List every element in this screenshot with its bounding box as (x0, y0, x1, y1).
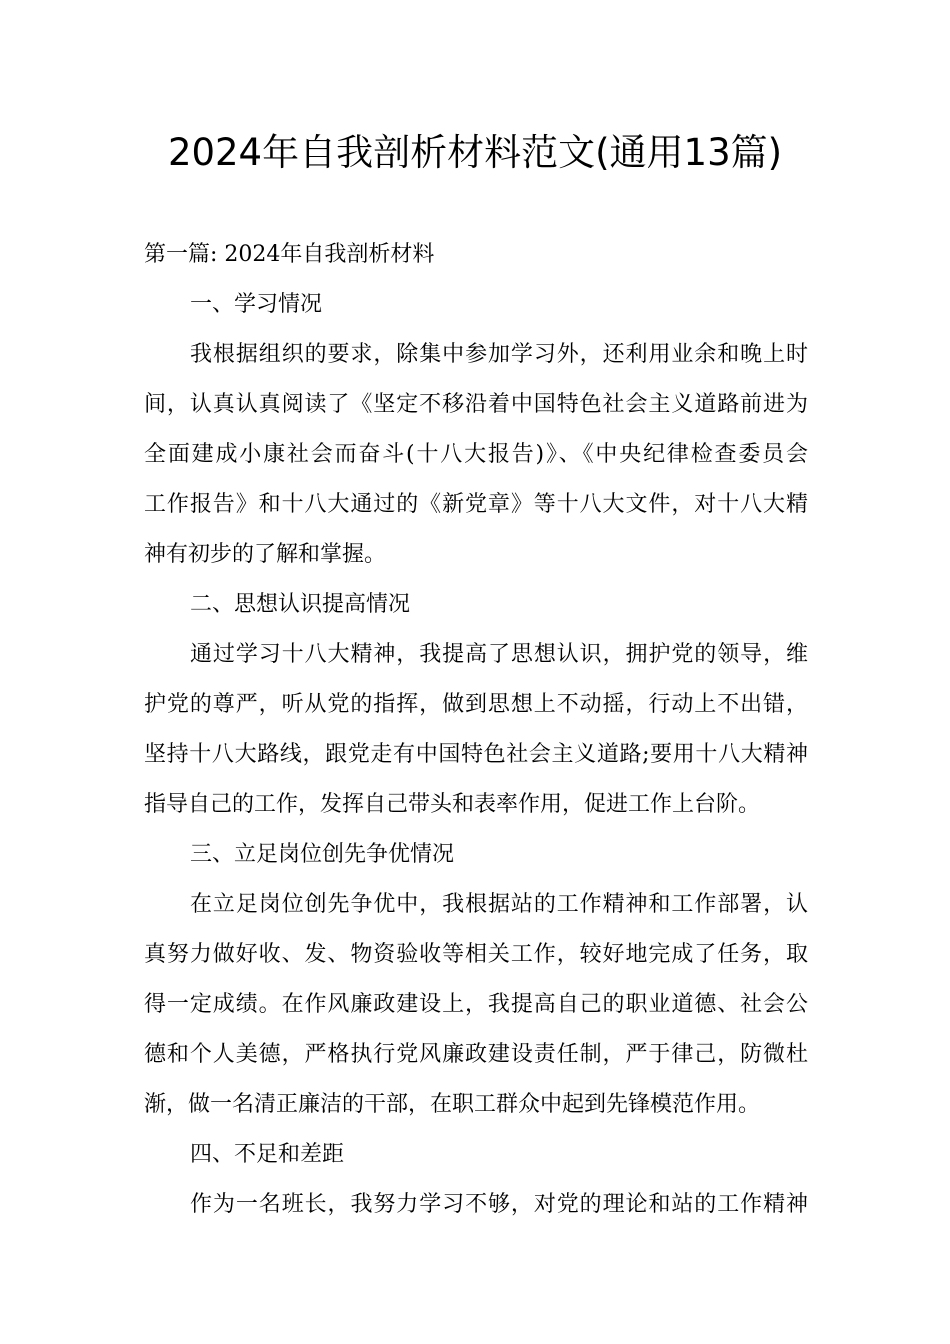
paragraph-line: 全面建成小康社会而奋斗(十八大报告)》、《中央纪律检查委员会 (144, 442, 808, 467)
paragraph-line: 真努力做好收、发、物资验收等相关工作，较好地完成了任务，取 (144, 942, 808, 967)
paragraph-line: 我根据组织的要求，除集中参加学习外，还利用业余和晚上时 (190, 342, 808, 367)
paragraph-line: 护党的尊严，听从党的指挥，做到思想上不动摇，行动上不出错， (144, 692, 808, 717)
document-title: 2024年自我剖析材料范文(通用13篇) (167, 131, 783, 174)
paragraph-line: 渐，做一名清正廉洁的干部，在职工群众中起到先锋模范作用。 (144, 1092, 761, 1117)
document-body (144, 230, 808, 1230)
paragraph-line: 得一定成绩。在作风廉政建设上，我提高自己的职业道德、社会公 (144, 992, 808, 1017)
paragraph-line: 工作报告》和十八大通过的《新党章》等十八大文件，对十八大精 (144, 492, 808, 517)
paragraph-line: 在立足岗位创先争优中，我根据站的工作精神和工作部署，认 (190, 892, 808, 917)
paragraph-line: 神有初步的了解和掌握。 (144, 542, 387, 567)
paragraph-line: 作为一名班长，我努力学习不够，对党的理论和站的工作精神 (190, 1192, 808, 1217)
section-heading: 三、立足岗位创先争优情况 (190, 842, 455, 867)
section-heading: 四、不足和差距 (190, 1142, 345, 1167)
paragraph-line: 德和个人美德，严格执行党风廉政建设责任制，严于律己，防微杜 (144, 1042, 808, 1067)
section-heading: 一、学习情况 (190, 292, 323, 317)
paragraph-line: 指导自己的工作，发挥自己带头和表率作用，促进工作上台阶。 (144, 792, 761, 817)
section-heading: 二、思想认识提高情况 (190, 592, 411, 617)
paragraph-line: 坚持十八大路线，跟党走有中国特色社会主义道路;要用十八大精神 (144, 742, 808, 767)
paragraph-line: 间，认真认真阅读了《坚定不移沿着中国特色社会主义道路前进为 (144, 392, 808, 417)
chapter-heading: 第一篇: 2024年自我剖析材料 (144, 242, 435, 267)
paragraph-line: 通过学习十八大精神，我提高了思想认识，拥护党的领导，维 (190, 642, 808, 667)
